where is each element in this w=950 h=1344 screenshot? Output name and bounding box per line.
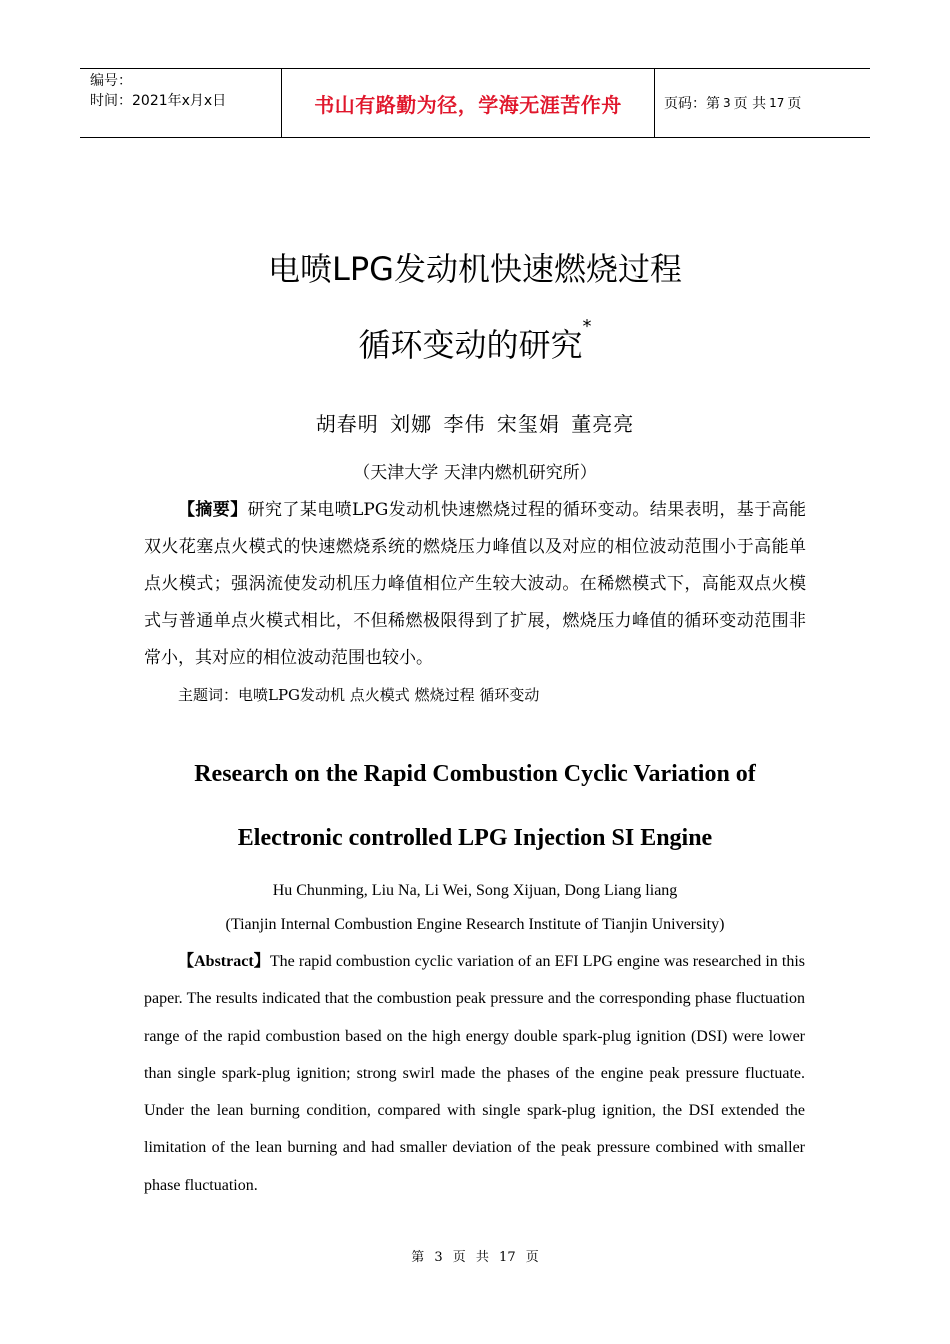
abstract-en-text: The rapid combustion cyclic variation of an EFI LPG engine was researched in this paper. The results indicated that the combustion peak pressure and the corresponding phase fluctuation range of the rapid combustion based on the high energy double spark-plug ignition (DSI) were lower than single spark-plug ignition; strong swirl made the phases of the engine peak pressure fluctuate. Under the lean burning condition, compared with single spark-plug ignition, the DSI extended the limitation of the lean burning and had smaller deviation of the peak pressure combined with smaller phase fluctuation. xyxy=(144,953,805,1194)
document-time: 时间：2021年x月x日 xyxy=(90,93,227,109)
abstract-en xyxy=(144,943,805,1204)
authors-en: Hu Chunming, Liu Na, Li Wei, Song Xijuan, Dong Liang liang xyxy=(272,882,678,899)
page-total: 17 xyxy=(769,96,785,110)
title-cn-line1: 电喷LPG发动机快速燃烧过程 xyxy=(268,250,682,288)
abstract-cn-label: 【摘要】 xyxy=(178,500,248,520)
title-en-line1: Research on the Rapid Combustion Cyclic Variation of xyxy=(194,761,756,787)
abstract-cn-text: 研究了某电喷LPG发动机快速燃烧过程的循环变动。结果表明，基于高能双火花塞点火模式的快速燃烧系统的燃烧压力峰值以及对应的相位波动范围小于高能单点火模式；强涡流使发动机压力峰值相位产生较大波动。在稀燃模式下，高能双点火模式与普通单点火模式相比，不但稀燃极限得到了扩展，燃烧压力峰值的循环变动范围非常小，其对应的相位波动范围也较小。 xyxy=(144,500,807,668)
header-meta xyxy=(90,71,226,111)
title-cn-line2 xyxy=(0,316,950,366)
page-current: 3 xyxy=(723,96,731,110)
abstract-cn xyxy=(144,492,806,677)
affiliation-en: (Tianjin Internal Combustion Engine Research Institute of Tianjin University) xyxy=(225,916,725,933)
title-footnote-mark: * xyxy=(582,316,592,337)
title-en-line2: Electronic controlled LPG Injection SI Engine xyxy=(237,825,713,851)
page-prefix: 页码：第 xyxy=(664,96,720,112)
authors-cn: 胡春明 刘娜 李伟 宋玺娟 董亮亮 xyxy=(315,412,635,436)
page-footer: 第 3 页 共 17 页 xyxy=(411,1250,539,1265)
affiliation-cn: （天津大学 天津内燃机研究所） xyxy=(353,463,597,483)
page-header xyxy=(80,68,870,138)
keywords-cn: 主题词：电喷LPG发动机 点火模式 燃烧过程 循环变动 xyxy=(178,686,540,704)
header-motto: 书山有路勤为径，学海无涯苦作舟 xyxy=(314,92,622,117)
title-cn-line2-text: 循环变动的研究 xyxy=(358,326,583,364)
header-page-indicator xyxy=(664,69,801,137)
document-number-label: 编号： xyxy=(90,73,132,89)
abstract-en-label: 【Abstract】 xyxy=(178,953,270,970)
page-suffix: 页 xyxy=(787,96,802,112)
page-mid: 页 共 xyxy=(733,96,767,112)
header-divider xyxy=(654,69,655,137)
